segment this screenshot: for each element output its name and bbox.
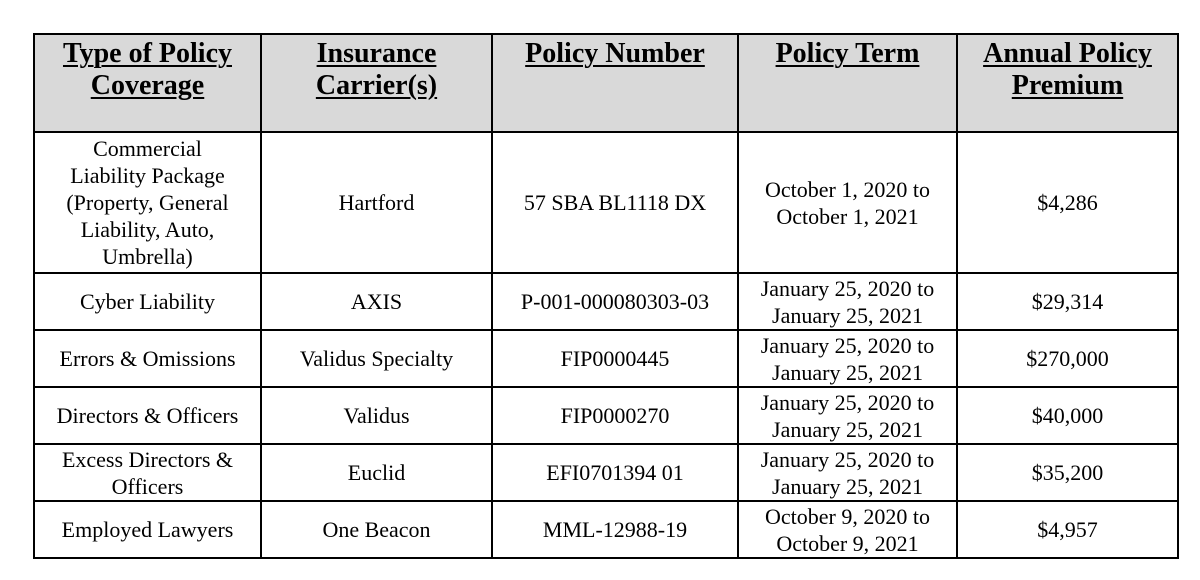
cell-coverage: Cyber Liability: [34, 273, 261, 330]
table-row: [34, 132, 1178, 273]
cell-term: [738, 330, 957, 387]
coverage-text: Excess Directors & Officers: [61, 446, 234, 499]
coverage-text: Commercial Liability Package (Property, General Liability, Auto, Umbrella): [66, 136, 229, 269]
term-text: October 9, 2020 to October 9, 2021: [765, 503, 930, 556]
cell-coverage: [34, 444, 261, 501]
cell-premium: $270,000: [957, 330, 1178, 387]
cell-term: [738, 273, 957, 330]
cell-premium: $29,314: [957, 273, 1178, 330]
cell-policy-number: FIP0000270: [492, 387, 738, 444]
cell-premium: $4,286: [957, 132, 1178, 273]
cell-coverage: Errors & Omissions: [34, 330, 261, 387]
term-text: January 25, 2020 to January 25, 2021: [760, 446, 935, 499]
header-policy-term: Policy Term: [738, 34, 957, 132]
cell-policy-number: FIP0000445: [492, 330, 738, 387]
header-insurance-carrier: Insurance Carrier(s): [261, 34, 492, 132]
table-row: [34, 387, 1178, 444]
term-text: January 25, 2020 to January 25, 2021: [760, 332, 935, 385]
cell-policy-number: MML-12988-19: [492, 501, 738, 558]
insurance-policy-table: [33, 33, 1179, 559]
term-text: October 1, 2020 to October 1, 2021: [765, 176, 930, 229]
cell-carrier: One Beacon: [261, 501, 492, 558]
cell-premium: $35,200: [957, 444, 1178, 501]
table-row: [34, 501, 1178, 558]
cell-policy-number: EFI0701394 01: [492, 444, 738, 501]
table-row: [34, 444, 1178, 501]
cell-coverage: [34, 132, 261, 273]
cell-coverage: Directors & Officers: [34, 387, 261, 444]
cell-carrier: Hartford: [261, 132, 492, 273]
header-policy-number: Policy Number: [492, 34, 738, 132]
cell-term: [738, 501, 957, 558]
cell-term: [738, 132, 957, 273]
term-text: January 25, 2020 to January 25, 2021: [760, 389, 935, 442]
table-row: [34, 273, 1178, 330]
cell-carrier: Validus Specialty: [261, 330, 492, 387]
cell-premium: $4,957: [957, 501, 1178, 558]
table-header-row: [34, 34, 1178, 132]
cell-carrier: Validus: [261, 387, 492, 444]
cell-policy-number: P-001-000080303-03: [492, 273, 738, 330]
term-text: January 25, 2020 to January 25, 2021: [760, 275, 935, 328]
header-annual-premium: Annual Policy Premium: [957, 34, 1178, 132]
header-coverage-type: Type of Policy Coverage: [34, 34, 261, 132]
cell-premium: $40,000: [957, 387, 1178, 444]
cell-coverage: Employed Lawyers: [34, 501, 261, 558]
cell-term: [738, 387, 957, 444]
table-row: [34, 330, 1178, 387]
cell-policy-number: 57 SBA BL1118 DX: [492, 132, 738, 273]
cell-carrier: Euclid: [261, 444, 492, 501]
cell-term: [738, 444, 957, 501]
cell-carrier: AXIS: [261, 273, 492, 330]
